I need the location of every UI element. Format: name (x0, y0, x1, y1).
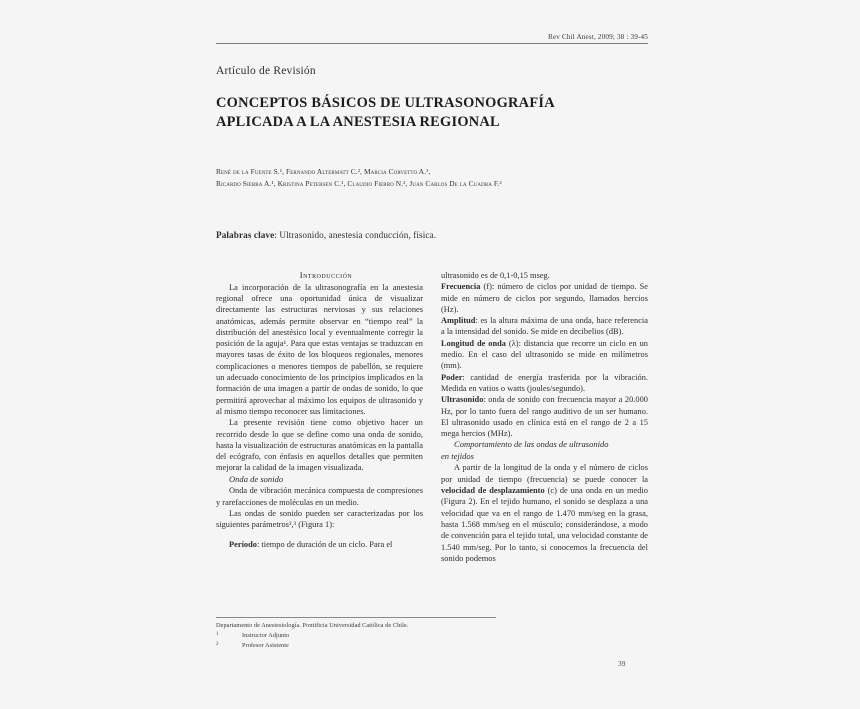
paragraph-onda-2: Las ondas de sonido pueden ser caracterizadas por los siguientes parámetros²,³ (Figura 1): (216, 508, 423, 530)
title-line-1: CONCEPTOS BÁSICOS DE ULTRASONOGRAFÍA (216, 95, 555, 111)
paragraph-spacer (216, 530, 423, 539)
term-frecuencia-label: Frecuencia (441, 282, 481, 292)
paragraph-onda-1: Onda de vibración mecánica compuesta de compresiones y rarefacciones de moléculas en un medio. (216, 486, 423, 507)
paragraph-intro-2: La presente revisión tiene como objetivo hacer un recorrido desde lo que se define como una onda de sonido, hasta la visualización de estructuras anatómicas en la pantalla del ecógrafo, con énfasis en aquellos detalles que permiten mejorar la calidad de la imagen visualizada. (216, 418, 423, 473)
footnote-note-1: Instructor Adjunto (242, 632, 290, 640)
body-columns (216, 270, 648, 564)
paragraph-continuation: ultrasonido es de 0,1-0,15 mseg. (441, 271, 550, 280)
term-longitud-text: (λ): distancia que recorre un ciclo en un medio. En el caso del ultrasonido se mide en milímetros (mm). (441, 338, 648, 371)
paragraph-comportamiento-part-a: A partir de la longitud de la onda y el número de ciclos por unidad de tiempo (frecuencia) se puede conocer la (441, 463, 648, 484)
paragraph-intro-1: La incorporación de la ultrasonografía en la anestesia regional ofrece una oportunidad única de visualizar directamente las estructuras nerviosas y sus relaciones anatómicas, además permite observar en “tiempo real” la distribución del anestésico local y eventualmente corregir la posición de la aguja¹. Para que estas ventajas se traduzcan en mayores tasas de éxito de los bloqueos regionales, menores complicaciones o menores tiempos de pabellón, se requiere un adecuado conocimiento de los principios implicados en la formación de una imagen a partir de ondas de sonido, lo que permitirá aprovechar al máximo los equipos de ultrasonido y al mismo tiempo reconocer sus limitaciones. (216, 282, 423, 416)
term-longitud-label: Longitud de onda (441, 338, 506, 348)
title-line-2: APLICADA A LA ANESTESIA REGIONAL (216, 114, 500, 131)
term-ultrasonido-text: : onda de sonido con frecuencia mayor a 20.000 Hz, por lo tanto fuera del rango auditivo de un ser humano. El ultrasonido usado en clínica está en el rango de 2 a 15 mega hercios (MHz). (441, 395, 648, 439)
term-amplitud-text: : es la altura máxima de una onda, hace referencia a la intensidad del sonido. Se mide en decibelios (dB). (441, 316, 648, 337)
subheading-line-1: Comportamiento de las ondas de ultrasonido (454, 439, 609, 450)
footnote-department: Departamento de Anestesiología. Pontificia Universidad Católica de Chile. (216, 622, 409, 629)
term-amplitud (441, 315, 648, 338)
subheading-comportamiento (441, 439, 648, 462)
term-ultrasonido-label: Ultrasonido (441, 395, 484, 405)
subheading-onda-de-sonido: Onda de sonido (229, 473, 284, 484)
page-number: 39 (618, 659, 626, 668)
footnote-item-1 (216, 631, 496, 640)
header-rule (216, 43, 648, 44)
column-left (216, 270, 423, 564)
footnote-rule (216, 617, 496, 618)
subheading-line-2: en tejidos (441, 450, 475, 461)
footnote-text (216, 621, 496, 650)
footnote-item-2 (216, 641, 496, 650)
article-type-label: Artículo de Revisión (216, 65, 316, 77)
section-heading-introduccion: Introducción (299, 270, 353, 280)
term-periodo (216, 539, 423, 550)
term-poder-text: : cantidad de energía trasferida por la vibración. Medida en vatios o watts (joules/segundo). (441, 372, 648, 393)
term-poder-label: Poder (441, 372, 463, 382)
paragraph-comportamiento-part-b: (c) de una onda en un medio (Figura 2). En el tejido humano, el sonido se desplaza a una velocidad que va en el rango de 1.470 mm/seg en la grasa, hasta 1.568 mm/seg en el músculo; considerándose, a modo de convención para el tejido total, una velocidad constante de 1.540 mm/seg. Por lo tanto, si conocemos la frecuencia del sonido podemos (441, 486, 649, 563)
term-longitud-de-onda (441, 338, 648, 372)
author-list (216, 166, 648, 190)
term-amplitud-label: Amplitud (441, 316, 476, 326)
column-right (441, 270, 648, 564)
footnote-block (216, 617, 496, 650)
term-periodo-text: : tiempo de duración de un ciclo. Para el (256, 540, 393, 550)
running-head: Rev Chil Anest, 2009; 38 : 39-45 (547, 33, 648, 41)
footnote-note-2: Profesor Asistente (242, 641, 289, 649)
paragraph-comportamiento (441, 462, 648, 564)
author-line-1: René de la Fuente S.¹, Fernando Altermatt C.², Marcia Corvetto A.¹, (216, 167, 431, 177)
footnote-mark-1: 1 (216, 632, 219, 638)
author-line-2: Ricardo Sierra A.¹, Kristina Petersen C.¹, Claudio Fierro N.², Juan Carlos De la Cuadra F.² (216, 179, 502, 189)
page-title (216, 94, 648, 132)
keywords-label: Palabras clave (216, 230, 275, 240)
term-frecuencia (441, 281, 648, 315)
keywords-value: : Ultrasonido, anestesia conducción, física. (274, 230, 437, 240)
term-ultrasonido (441, 394, 648, 439)
keywords (216, 230, 648, 240)
term-periodo-label: Período (229, 540, 257, 550)
page-content (216, 33, 648, 564)
term-frecuencia-text: (f): número de ciclos por unidad de tiempo. Se mide en número de ciclos por segundo, llamados hercios (Hz). (441, 282, 648, 314)
footnote-mark-2: 2 (216, 641, 219, 647)
term-poder (441, 372, 648, 395)
paragraph-comportamiento-bold: velocidad de desplazamiento (441, 486, 545, 496)
